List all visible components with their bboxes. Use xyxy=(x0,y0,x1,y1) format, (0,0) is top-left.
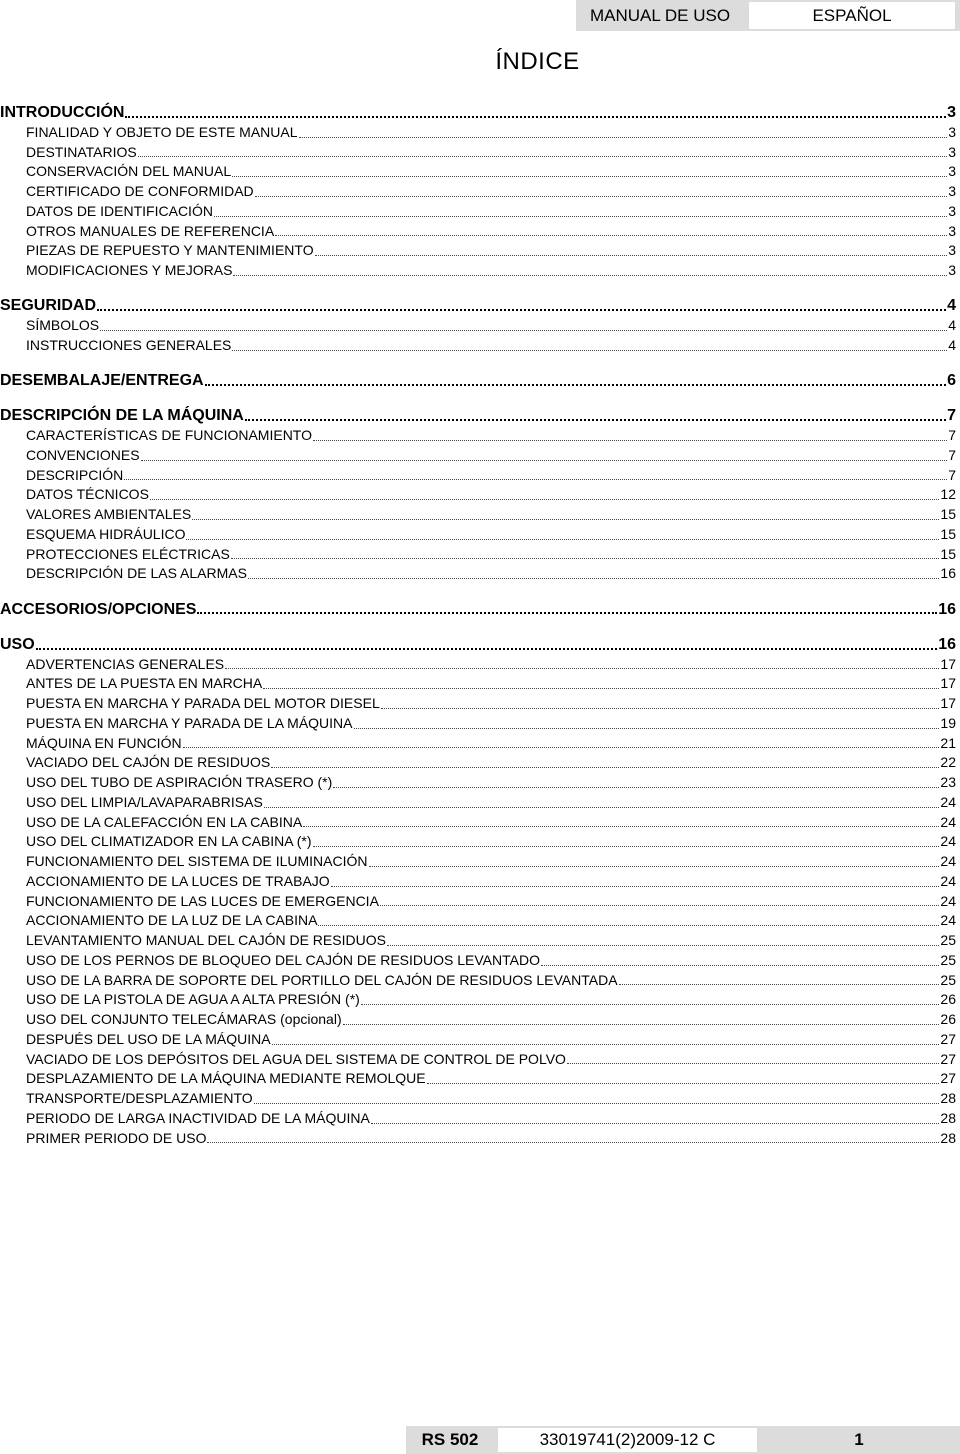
toc-entry-title: PERIODO DE LARGA INACTIVIDAD DE LA MÁQUINA xyxy=(26,1109,370,1126)
table-of-contents xyxy=(0,103,956,1148)
toc-entry-page: 15 xyxy=(940,545,956,562)
toc-entry-title: USO DEL TUBO DE ASPIRACIÓN TRASERO (*) xyxy=(26,774,333,790)
toc-entry-page: 25 xyxy=(940,971,956,988)
page-title: ÍNDICE xyxy=(495,48,580,75)
dot-leader xyxy=(371,1123,940,1124)
toc-entry-title: SEGURIDAD xyxy=(0,297,97,315)
dot-leader xyxy=(275,235,947,236)
dot-leader xyxy=(619,984,940,985)
toc-entry-page: 28 xyxy=(940,1090,956,1106)
dot-leader xyxy=(232,350,947,351)
toc-entry-title: DESTINATARIOS xyxy=(26,143,137,160)
toc-entry-page: 12 xyxy=(940,486,956,503)
toc-entry-page: 16 xyxy=(938,600,956,618)
toc-subsection-entry[interactable] xyxy=(0,990,956,1010)
dot-leader xyxy=(271,767,939,768)
dot-leader xyxy=(233,275,947,276)
dot-leader xyxy=(232,176,947,177)
toc-entry-title: ACCESORIOS/OPCIONES xyxy=(0,600,197,618)
toc-entry-page: 28 xyxy=(940,1109,956,1126)
toc-entry-title: FUNCIONAMIENTO DE LAS LUCES DE EMERGENCIA xyxy=(26,892,379,909)
toc-entry-title: TRANSPORTE/DESPLAZAMIENTO xyxy=(26,1090,253,1106)
toc-entry-title: DATOS DE IDENTIFICACIÓN xyxy=(26,202,213,219)
toc-entry-page: 24 xyxy=(940,853,956,869)
toc-entry-title: SÍMBOLOS xyxy=(26,317,100,333)
dot-leader xyxy=(124,479,947,480)
toc-subsection-entry[interactable] xyxy=(0,971,956,991)
toc-entry-page: 3 xyxy=(948,222,956,239)
toc-entry-page: 28 xyxy=(940,1129,956,1146)
toc-subsection-entry[interactable] xyxy=(0,222,956,242)
toc-entry-title: PRIMER PERIODO DE USO xyxy=(26,1129,207,1146)
toc-subsection-entry[interactable] xyxy=(0,545,956,565)
dot-leader xyxy=(214,216,947,217)
toc-entry-title: DESCRIPCIÓN DE LA MÁQUINA xyxy=(0,407,244,425)
toc-entry-title: ACCIONAMIENTO DE LA LUCES DE TRABAJO xyxy=(26,872,330,889)
toc-entry-page: 25 xyxy=(940,951,956,968)
toc-entry-page: 3 xyxy=(948,123,956,140)
toc-entry-page: 7 xyxy=(948,427,956,443)
document-code: 33019741(2)2009-12 C xyxy=(498,1428,757,1452)
toc-subsection-entry[interactable] xyxy=(0,143,956,163)
toc-entry-title: DESPLAZAMIENTO DE LA MÁQUINA MEDIANTE REMOLQUE xyxy=(26,1070,426,1087)
toc-entry-page: 3 xyxy=(948,183,956,199)
toc-entry-title: VACIADO DEL CAJÓN DE RESIDUOS xyxy=(26,754,271,771)
toc-entry-page: 15 xyxy=(940,525,956,542)
toc-entry-page: 15 xyxy=(940,506,956,522)
toc-subsection-entry[interactable] xyxy=(0,951,956,971)
dot-leader xyxy=(313,440,947,441)
toc-section-entry[interactable] xyxy=(0,635,956,655)
dot-leader xyxy=(318,925,939,926)
toc-entry-page: 24 xyxy=(940,813,956,830)
toc-entry-page: 24 xyxy=(940,912,956,929)
toc-subsection-entry[interactable] xyxy=(0,426,956,446)
toc-entry-title: USO DEL CONJUNTO TELECÁMARAS (opcional) xyxy=(26,1011,342,1027)
toc-entry-page: 3 xyxy=(948,242,956,259)
toc-subsection-entry[interactable] xyxy=(0,336,956,356)
dot-leader xyxy=(186,539,939,540)
dot-leader xyxy=(141,460,948,461)
toc-entry-page: 7 xyxy=(947,407,956,425)
toc-entry-page: 7 xyxy=(948,466,956,483)
toc-section-entry[interactable] xyxy=(0,296,956,316)
toc-subsection-entry[interactable] xyxy=(0,813,956,833)
toc-entry-title: VALORES AMBIENTALES xyxy=(26,506,192,522)
toc-entry-page: 17 xyxy=(940,695,956,711)
toc-subsection-entry[interactable] xyxy=(0,525,956,545)
toc-section-entry[interactable] xyxy=(0,600,956,620)
toc-entry-page: 3 xyxy=(948,262,956,278)
toc-subsection-entry[interactable] xyxy=(0,564,956,584)
toc-subsection-entry[interactable] xyxy=(0,123,956,143)
dot-leader xyxy=(343,1024,940,1025)
dot-leader xyxy=(354,728,940,729)
dot-leader xyxy=(205,384,947,386)
toc-entry-page: 4 xyxy=(948,336,956,353)
dot-leader xyxy=(387,945,940,946)
dot-leader xyxy=(36,648,938,650)
toc-entry-page: 16 xyxy=(940,565,956,582)
toc-entry-title: DESEMBALAJE/ENTREGA xyxy=(0,372,204,389)
toc-subsection-entry[interactable] xyxy=(0,162,956,182)
toc-entry-page: 21 xyxy=(940,734,956,751)
dot-leader xyxy=(183,747,940,748)
toc-entry-page: 23 xyxy=(940,774,956,790)
toc-entry-title: USO DE LOS PERNOS DE BLOQUEO DEL CAJÓN DE RESIDUOS LEVANTADO xyxy=(26,951,540,968)
toc-entry-title: MÁQUINA EN FUNCIÓN xyxy=(26,734,182,751)
dot-leader xyxy=(231,558,940,559)
toc-entry-title: INSTRUCCIONES GENERALES xyxy=(26,336,232,353)
toc-entry-page: 3 xyxy=(948,202,956,219)
toc-subsection-entry[interactable] xyxy=(0,911,956,931)
dot-leader xyxy=(138,156,947,157)
toc-section-entry[interactable] xyxy=(0,371,956,391)
toc-subsection-entry[interactable] xyxy=(0,852,956,872)
toc-entry-title: PUESTA EN MARCHA Y PARADA DEL MOTOR DIESEL xyxy=(26,695,380,711)
toc-entry-page: 7 xyxy=(948,446,956,463)
dot-leader xyxy=(331,886,940,887)
toc-subsection-entry[interactable] xyxy=(0,261,956,281)
dot-leader xyxy=(248,578,939,579)
dot-leader xyxy=(381,708,940,709)
toc-subsection-entry[interactable] xyxy=(0,485,956,505)
toc-entry-title: LEVANTAMIENTO MANUAL DEL CAJÓN DE RESIDUOS xyxy=(26,932,386,948)
toc-entry-page: 24 xyxy=(940,892,956,909)
dot-leader xyxy=(361,1004,940,1005)
toc-entry-title: VACIADO DE LOS DEPÓSITOS DEL AGUA DEL SISTEMA DE CONTROL DE POLVO xyxy=(26,1050,566,1067)
dot-leader xyxy=(313,846,940,847)
toc-subsection-entry[interactable] xyxy=(0,872,956,892)
manual-label: MANUAL DE USO xyxy=(589,5,731,25)
toc-subsection-entry[interactable] xyxy=(0,182,956,202)
toc-entry-page: 6 xyxy=(947,372,956,389)
toc-entry-page: 4 xyxy=(947,297,956,315)
toc-entry-title: INTRODUCCIÓN xyxy=(0,104,125,121)
toc-entry-title: ADVERTENCIAS GENERALES xyxy=(26,655,225,672)
toc-subsection-entry[interactable] xyxy=(0,1010,956,1030)
dot-leader xyxy=(264,807,940,808)
toc-entry-title: DESCRIPCIÓN xyxy=(26,466,124,483)
toc-subsection-entry[interactable] xyxy=(0,1089,956,1109)
page-footer xyxy=(406,1426,960,1454)
toc-entry-page: 3 xyxy=(948,143,956,160)
dot-leader xyxy=(245,419,946,421)
toc-entry-page: 3 xyxy=(947,104,956,121)
toc-subsection-entry[interactable] xyxy=(0,202,956,222)
toc-section-entry[interactable] xyxy=(0,103,956,123)
toc-entry-page: 16 xyxy=(938,635,956,653)
toc-subsection-entry[interactable] xyxy=(0,832,956,852)
page-number: 1 xyxy=(854,1430,864,1449)
toc-entry-title: OTROS MANUALES DE REFERENCIA xyxy=(26,222,275,239)
dot-leader xyxy=(315,255,948,256)
dot-leader xyxy=(254,1103,940,1104)
model-label: RS 502 xyxy=(421,1430,479,1449)
toc-subsection-entry[interactable] xyxy=(0,446,956,466)
toc-entry-title: USO DE LA BARRA DE SOPORTE DEL PORTILLO DEL CAJÓN DE RESIDUOS LEVANTADA xyxy=(26,971,618,988)
dot-leader xyxy=(567,1063,939,1064)
toc-entry-title: ACCIONAMIENTO DE LA LUZ DE LA CABINA xyxy=(26,912,318,929)
toc-entry-page: 26 xyxy=(940,991,956,1008)
toc-subsection-entry[interactable] xyxy=(0,694,956,714)
toc-entry-page: 17 xyxy=(940,675,956,692)
toc-subsection-entry[interactable] xyxy=(0,674,956,694)
toc-subsection-entry[interactable] xyxy=(0,714,956,734)
toc-entry-title: FINALIDAD Y OBJETO DE ESTE MANUAL xyxy=(26,123,298,140)
dot-leader xyxy=(303,826,939,827)
toc-entry-title: USO DE LA PISTOLA DE AGUA A ALTA PRESIÓN (*) xyxy=(26,991,360,1008)
dot-leader xyxy=(263,688,939,689)
toc-entry-page: 17 xyxy=(940,655,956,672)
toc-subsection-entry[interactable] xyxy=(0,505,956,525)
toc-entry-title: DATOS TÉCNICOS xyxy=(26,486,149,503)
dot-leader xyxy=(380,905,940,906)
toc-entry-title: USO DE LA CALEFACCIÓN EN LA CABINA xyxy=(26,813,303,830)
toc-entry-page: 24 xyxy=(940,872,956,889)
toc-entry-title: DESCRIPCIÓN DE LAS ALARMAS xyxy=(26,565,247,582)
toc-subsection-entry[interactable] xyxy=(0,793,956,813)
toc-entry-page: 19 xyxy=(940,714,956,731)
dot-leader xyxy=(150,499,940,500)
dot-leader xyxy=(427,1083,940,1084)
toc-entry-title: USO xyxy=(0,635,35,653)
language-label: ESPAÑOL xyxy=(749,2,955,29)
dot-leader xyxy=(369,866,940,867)
toc-section-entry[interactable] xyxy=(0,406,956,426)
toc-subsection-entry[interactable] xyxy=(0,241,956,261)
toc-entry-page: 3 xyxy=(948,163,956,180)
toc-entry-title: USO DEL CLIMATIZADOR EN LA CABINA (*) xyxy=(26,833,312,850)
toc-entry-page: 24 xyxy=(940,793,956,810)
toc-subsection-entry[interactable] xyxy=(0,1069,956,1089)
toc-entry-page: 27 xyxy=(940,1030,956,1047)
toc-entry-title: PROTECCIONES ELÉCTRICAS xyxy=(26,545,230,562)
toc-entry-title: PUESTA EN MARCHA Y PARADA DE LA MÁQUINA xyxy=(26,714,353,731)
dot-leader xyxy=(192,519,939,520)
toc-subsection-entry[interactable] xyxy=(0,1109,956,1129)
toc-subsection-entry[interactable] xyxy=(0,773,956,793)
page-header xyxy=(576,0,960,31)
toc-subsection-entry[interactable] xyxy=(0,316,956,336)
dot-leader xyxy=(541,965,939,966)
dot-leader xyxy=(125,116,946,118)
toc-entry-title: CERTIFICADO DE CONFORMIDAD xyxy=(26,183,254,199)
toc-entry-title: PIEZAS DE REPUESTO Y MANTENIMIENTO xyxy=(26,242,314,259)
toc-entry-page: 26 xyxy=(940,1011,956,1027)
toc-entry-page: 4 xyxy=(948,317,956,333)
toc-subsection-entry[interactable] xyxy=(0,753,956,773)
toc-subsection-entry[interactable] xyxy=(0,655,956,675)
toc-entry-page: 24 xyxy=(940,833,956,850)
toc-entry-title: CONSERVACIÓN DEL MANUAL xyxy=(26,163,232,180)
toc-entry-page: 27 xyxy=(940,1070,956,1087)
toc-entry-title: ESQUEMA HIDRÁULICO xyxy=(26,525,186,542)
toc-entry-title: USO DEL LIMPIA/LAVAPARABRISAS xyxy=(26,793,263,810)
dot-leader xyxy=(333,787,939,788)
toc-subsection-entry[interactable] xyxy=(0,1129,956,1149)
toc-subsection-entry[interactable] xyxy=(0,1050,956,1070)
dot-leader xyxy=(255,196,948,197)
toc-entry-page: 25 xyxy=(940,932,956,948)
dot-leader xyxy=(97,309,946,311)
dot-leader xyxy=(100,330,947,331)
toc-subsection-entry[interactable] xyxy=(0,1030,956,1050)
toc-entry-title: ANTES DE LA PUESTA EN MARCHA xyxy=(26,675,263,692)
toc-subsection-entry[interactable] xyxy=(0,734,956,754)
dot-leader xyxy=(207,1142,939,1143)
toc-subsection-entry[interactable] xyxy=(0,931,956,951)
toc-entry-title: FUNCIONAMIENTO DEL SISTEMA DE ILUMINACIÓN xyxy=(26,853,368,869)
toc-entry-page: 22 xyxy=(940,754,956,771)
toc-entry-title: DESPUÉS DEL USO DE LA MÁQUINA xyxy=(26,1030,271,1047)
toc-subsection-entry[interactable] xyxy=(0,892,956,912)
dot-leader xyxy=(272,1044,940,1045)
dot-leader xyxy=(197,612,937,614)
dot-leader xyxy=(299,137,948,138)
toc-entry-title: MODIFICACIONES Y MEJORAS xyxy=(26,262,233,278)
toc-entry-title: CARACTERÍSTICAS DE FUNCIONAMIENTO xyxy=(26,427,312,443)
dot-leader xyxy=(225,668,939,669)
toc-entry-page: 27 xyxy=(940,1050,956,1067)
toc-entry-title: CONVENCIONES xyxy=(26,446,140,463)
toc-subsection-entry[interactable] xyxy=(0,466,956,486)
